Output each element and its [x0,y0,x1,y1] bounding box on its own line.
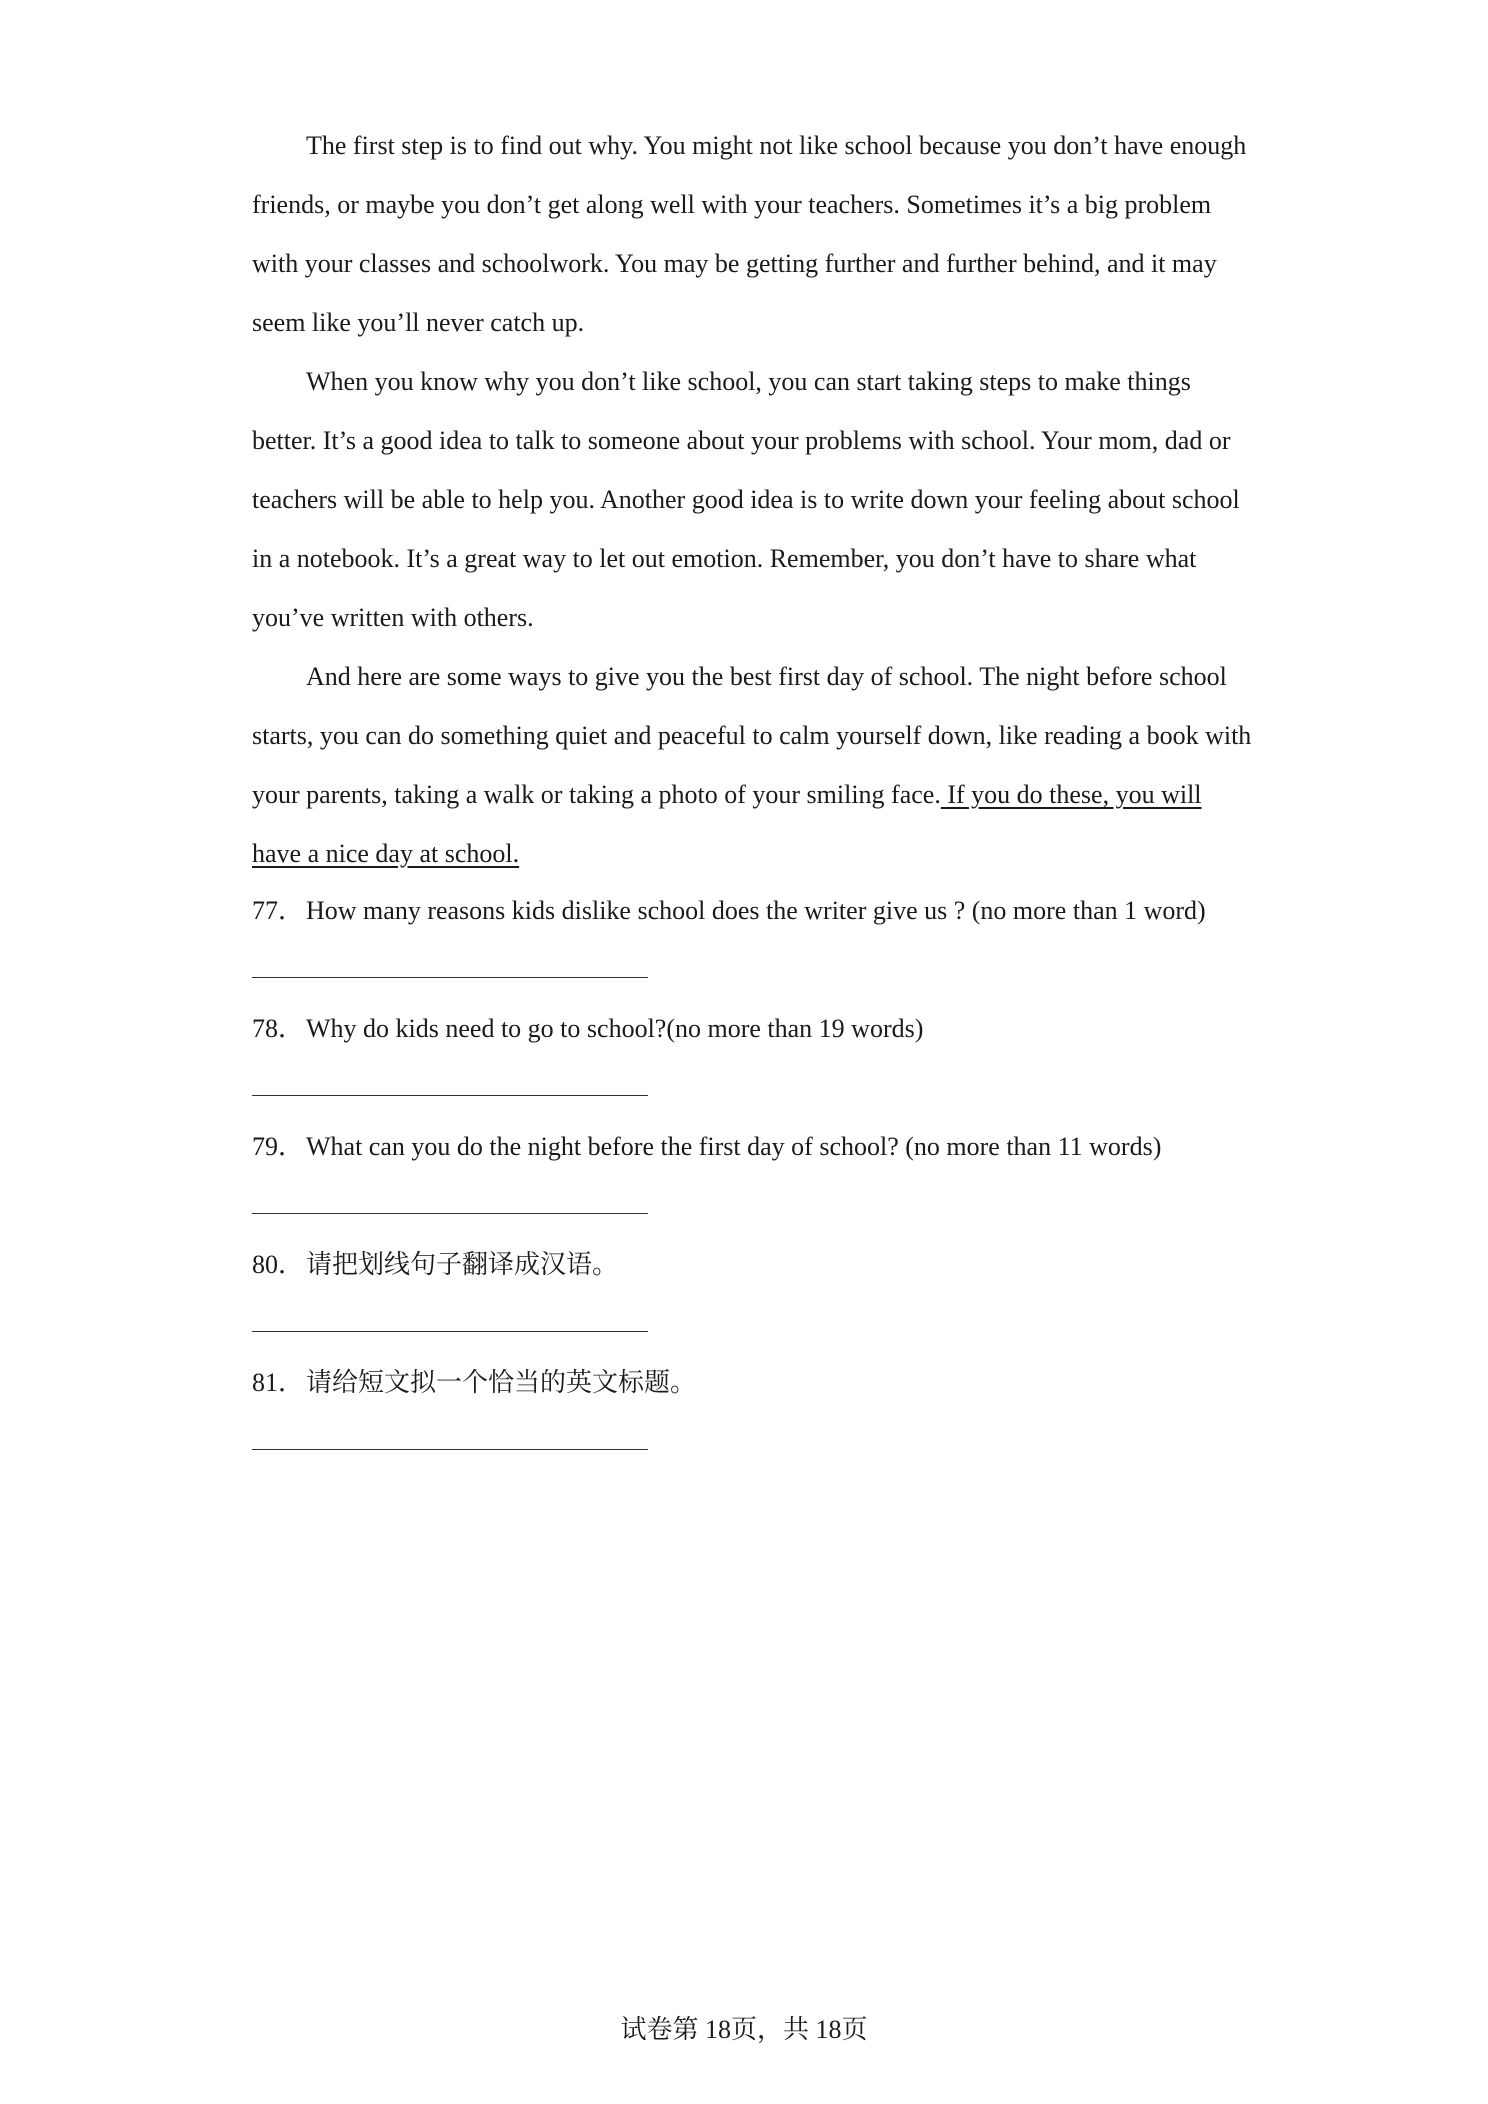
question-79 [252,1117,1252,1235]
question-list [252,881,1252,1471]
passage-paragraph-1: The first step is to find out why. You might not like school because you don’t have enough friends, or maybe you don’t get along well with your teachers. Sometimes it’s a big problem with your classes and schoolwork. You may be getting further and further behind, and it may seem like you’ll never catch up. [252,131,1247,337]
answer-line[interactable] [252,1449,648,1450]
question-number: 81． [252,1368,305,1397]
question-77 [252,881,1252,999]
question-text: 请给短文拟一个恰当的英文标题。 [306,1368,697,1397]
question-text: Why do kids need to go to school?(no more than 19 words) [306,1014,924,1043]
question-number: 78． [252,1014,305,1043]
answer-line[interactable] [252,1095,648,1096]
reading-passage [252,116,1252,883]
underlined-sentence: If you do these, you will have a nice day at school. [252,780,1202,868]
question-text: How many reasons kids dislike school does the writer give us ? (no more than 1 word) [306,896,1206,925]
question-number: 77． [252,896,305,925]
page-footer: 试卷第 18页，共 18页 [620,2015,868,2044]
answer-line[interactable] [252,1213,648,1214]
answer-line[interactable] [252,977,648,978]
passage-paragraph-2: When you know why you don’t like school, you can start taking steps to make things better. It’s a good idea to talk to someone about your problems with school. Your mom, dad or teachers will be able to help you. Another good idea is to write down your feeling about school in a notebook. It’s a great way to let out emotion. Remember, you don’t have to share what you’ve written with others. [252,367,1240,632]
question-78 [252,999,1252,1117]
question-number: 80． [252,1250,305,1279]
question-text: What can you do the night before the first day of school? (no more than 11 words) [306,1132,1162,1161]
question-80 [252,1235,1252,1353]
passage-paragraph-3 [252,647,1252,883]
question-81 [252,1353,1252,1471]
question-text: 请把划线句子翻译成汉语。 [306,1250,619,1279]
question-number: 79． [252,1132,305,1161]
answer-line[interactable] [252,1331,648,1332]
passage-paragraph-3-text: And here are some ways to give you the best first day of school. The night before school starts, you can do something quiet and peaceful to calm yourself down, like reading a book with your parents, taking a walk or taking a photo of your smiling face. [252,662,1252,809]
